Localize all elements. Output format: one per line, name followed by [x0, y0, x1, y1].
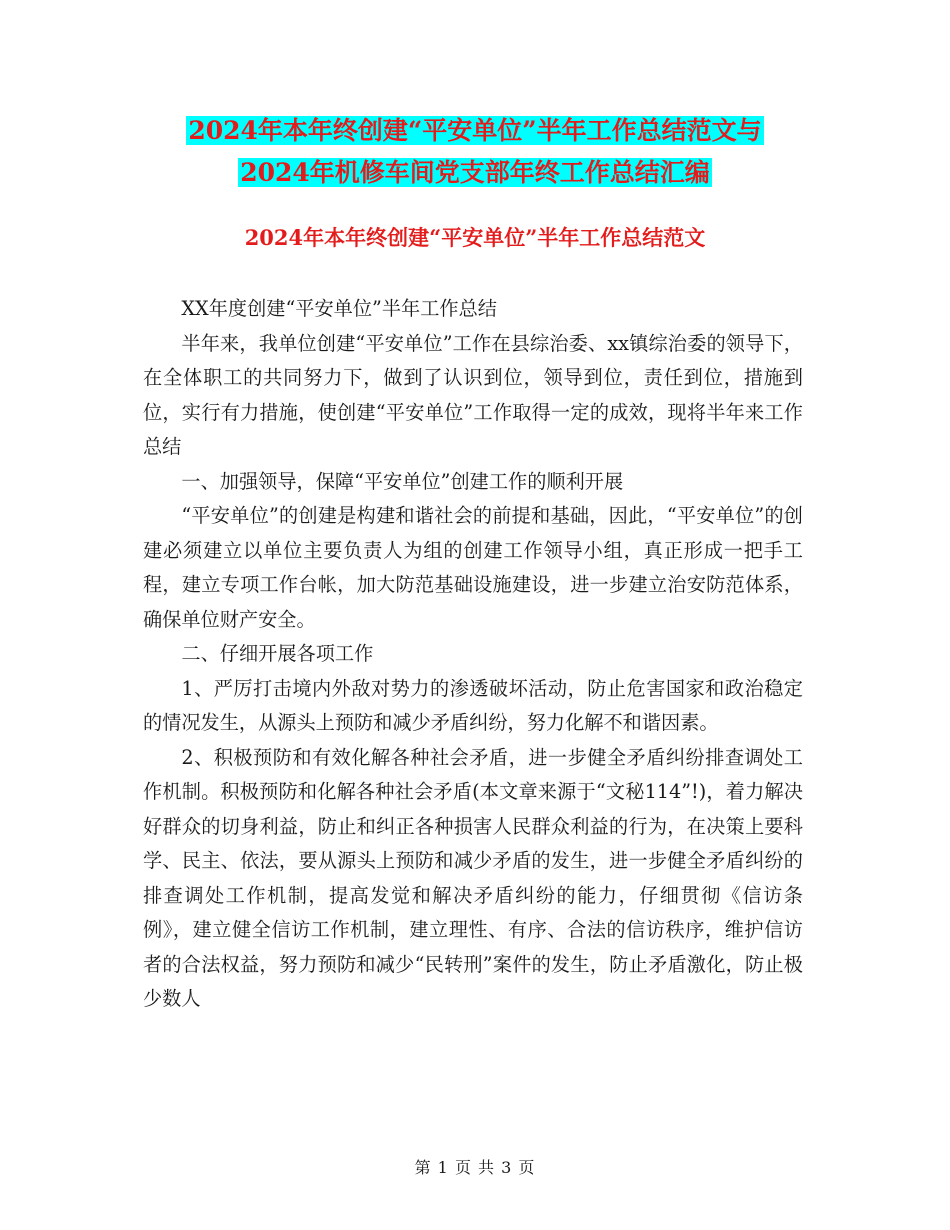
paragraph-5: 二、仔细开展各项工作 — [181, 642, 374, 665]
page-footer: 第 1 页 共 3 页 — [414, 1158, 536, 1177]
paragraph-1: XX年度创建“平安单位”半年工作总结 — [181, 297, 497, 320]
document-title-line-2 — [0, 156, 950, 190]
paragraph-7: 2、积极预防和有效化解各种社会矛盾，进一步健全矛盾纠纷排查调处工作机制。积极预防和化解各种社会矛盾(本文章来源于“文秘114”!)，着力解决好群众的切身利益，防止和纠正各种损害人民群众利益的行为，在决策上要科学、民主、依法，要从源头上预防和减少矛盾的发生，进一步健全矛盾纠纷的排查调处工作机制，提高发觉和解决矛盾纠纷的能力，仔细贯彻《信访条例》，建立健全信访工作机制，建立理性、有序、合法的信访秩序，维护信访者的合法权益，努力预防和减少“民转刑”案件的发生，防止矛盾激化，防止极少数人 — [143, 745, 803, 1010]
paragraph-4: “平安单位”的创建是构建和谐社会的前提和基础，因此，“平安单位”的创建必须建立以单位主要负责人为组的创建工作领导小组，真正形成一把手工程，建立专项工作台帐，加大防范基础设施建设，进一步建立治安防范体系，确保单位财产安全。 — [143, 504, 803, 631]
paragraph-2: 半年来，我单位创建“平安单位”工作在县综治委、xx镇综治委的领导下，在全体职工的共同努力下，做到了认识到位，领导到位，责任到位，措施到位，实行有力措施，使创建“平安单位”工作取得一定的成效，现将半年来工作总结 — [143, 331, 803, 458]
paragraph-6: 1、严厉打击境内外敌对势力的渗透破坏活动，防止危害国家和政治稳定的情况发生，从源头上预防和减少矛盾纠纷，努力化解不和谐因素。 — [143, 676, 803, 734]
document-title-line-1 — [0, 114, 950, 148]
title-highlight: 2024年本年终创建“平安单位”半年工作总结范文与 — [188, 116, 762, 145]
title-highlight: 2024年机修车间党支部年终工作总结汇编 — [240, 158, 710, 187]
body-text — [143, 292, 803, 1017]
paragraph-3: 一、加强领导，保障“平安单位”创建工作的顺利开展 — [181, 469, 624, 493]
section-title: 2024年本年终创建“平安单位”半年工作总结范文 — [244, 225, 706, 250]
